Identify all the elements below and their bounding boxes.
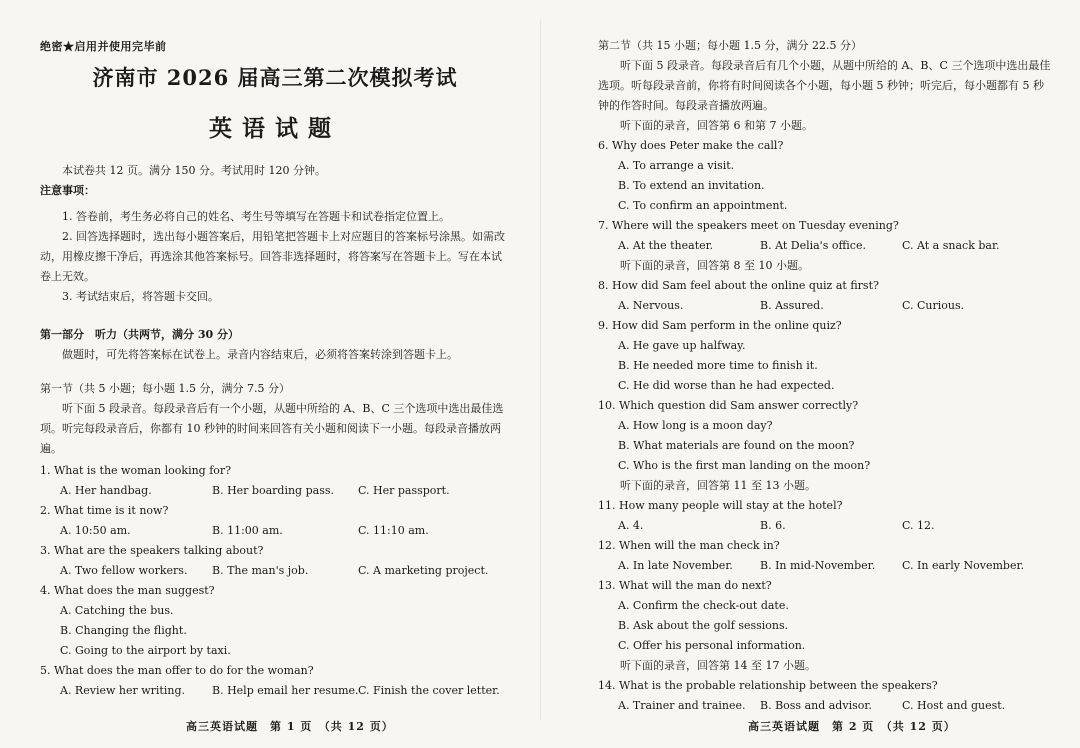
question-4-option-a: A. Catching the bus. bbox=[60, 604, 174, 617]
option-c: C. At a snack bar. bbox=[902, 239, 1000, 252]
question-2: 2. What time is it now? bbox=[40, 504, 169, 517]
exam-intro: 本试卷共 12 页。满分 150 分。考试用时 120 分钟。 bbox=[62, 164, 326, 177]
listening-cue-11-13: 听下面的录音，回答第 11 至 13 小题。 bbox=[620, 479, 816, 492]
option-a: A. At the theater. bbox=[618, 239, 714, 252]
question-14-options bbox=[598, 696, 1054, 716]
question-3-options bbox=[40, 561, 510, 581]
question-1-options bbox=[40, 481, 510, 501]
question-1: 1. What is the woman looking for? bbox=[40, 464, 232, 477]
question-3: 3. What are the speakers talking about? bbox=[40, 544, 264, 557]
question-12: 12. When will the man check in? bbox=[598, 539, 780, 552]
question-6: 6. Why does Peter make the call? bbox=[598, 139, 784, 152]
question-5-options bbox=[40, 681, 510, 701]
listening-cue-6-7: 听下面的录音，回答第 6 和第 7 小题。 bbox=[620, 119, 813, 132]
section1-heading: 第一节（共 5 小题；每小题 1.5 分，满分 7.5 分） bbox=[40, 382, 290, 395]
section2-heading: 第二节（共 15 小题；每小题 1.5 分，满分 22.5 分） bbox=[598, 39, 862, 52]
question-10-option-b: B. What materials are found on the moon? bbox=[618, 439, 855, 452]
option-c: C. Her passport. bbox=[358, 484, 450, 497]
part1-heading: 第一部分 听力（共两节，满分 30 分） bbox=[40, 328, 239, 341]
page-footer: 高三英语试题 第 1 页 （共 12 页） bbox=[186, 720, 394, 733]
option-b: B. At Delia's office. bbox=[760, 239, 866, 252]
question-8: 8. How did Sam feel about the online quiz at first? bbox=[598, 279, 879, 292]
question-10-option-a: A. How long is a moon day? bbox=[618, 419, 773, 432]
option-c: C. Curious. bbox=[902, 299, 965, 312]
question-6-option-a: A. To arrange a visit. bbox=[618, 159, 735, 172]
question-5: 5. What does the man offer to do for the woman? bbox=[40, 664, 314, 677]
option-a: A. Her handbag. bbox=[60, 484, 152, 497]
question-8-options bbox=[598, 296, 1054, 316]
option-b: B. In mid-November. bbox=[760, 559, 876, 572]
option-a: A. Review her writing. bbox=[60, 684, 185, 697]
option-c: C. 11:10 am. bbox=[358, 524, 429, 537]
question-10: 10. Which question did Sam answer correctly? bbox=[598, 399, 859, 412]
question-13: 13. What will the man do next? bbox=[598, 579, 772, 592]
option-c: C. Host and guest. bbox=[902, 699, 1006, 712]
option-c: C. In early November. bbox=[902, 559, 1024, 572]
option-b: B. 11:00 am. bbox=[212, 524, 283, 537]
section2-instructions: 听下面 5 段录音。每段录音后有几个小题，从题中所给的 A、B、C 三个选项中选出最佳选项。听每段录音前，你将有时间阅读各个小题，每小题 5 秒钟；听完后，每小题都有 5 秒钟的作答时间。每段录音播放两遍。 bbox=[598, 59, 1051, 112]
question-4: 4. What does the man suggest? bbox=[40, 584, 215, 597]
option-b: B. The man's job. bbox=[212, 564, 309, 577]
option-a: A. Nervous. bbox=[618, 299, 684, 312]
option-a: A. 4. bbox=[618, 519, 644, 532]
option-b: B. 6. bbox=[760, 519, 786, 532]
exam-page-2 bbox=[540, 0, 1080, 748]
question-13-option-b: B. Ask about the golf sessions. bbox=[618, 619, 789, 632]
notice-item-3: 3. 考试结束后，将答题卡交回。 bbox=[62, 290, 219, 303]
question-9: 9. How did Sam perform in the online quiz? bbox=[598, 319, 842, 332]
option-c: C. Finish the cover letter. bbox=[358, 684, 500, 697]
option-b: B. Help email her resume. bbox=[212, 684, 359, 697]
notice-item-1: 1. 答卷前，考生务必将自己的姓名、考生号等填写在答题卡和试卷指定位置上。 bbox=[62, 210, 450, 223]
question-13-option-c: C. Offer his personal information. bbox=[618, 639, 806, 652]
question-14: 14. What is the probable relationship between the speakers? bbox=[598, 679, 938, 692]
question-6-option-c: C. To confirm an appointment. bbox=[618, 199, 788, 212]
option-a: A. Two fellow workers. bbox=[60, 564, 188, 577]
exam-title: 济南市 2026 届高三第二次模拟考试 bbox=[92, 65, 458, 90]
option-b: B. Boss and advisor. bbox=[760, 699, 872, 712]
exam-subject: 英语试题 bbox=[209, 115, 341, 142]
option-a: A. 10:50 am. bbox=[60, 524, 131, 537]
page-footer: 高三英语试题 第 2 页 （共 12 页） bbox=[748, 720, 956, 733]
question-7: 7. Where will the speakers meet on Tuesday evening? bbox=[598, 219, 899, 232]
question-11-options bbox=[598, 516, 1054, 536]
option-a: A. Trainer and trainee. bbox=[618, 699, 746, 712]
question-10-option-c: C. Who is the first man landing on the moon? bbox=[618, 459, 871, 472]
option-c: C. A marketing project. bbox=[358, 564, 489, 577]
question-7-options bbox=[598, 236, 1054, 256]
question-11: 11. How many people will stay at the hotel? bbox=[598, 499, 843, 512]
question-2-options bbox=[40, 521, 510, 541]
question-6-option-b: B. To extend an invitation. bbox=[618, 179, 765, 192]
question-9-option-a: A. He gave up halfway. bbox=[618, 339, 746, 352]
option-b: B. Assured. bbox=[760, 299, 824, 312]
part1-instructions: 做题时，可先将答案标在试卷上。录音内容结束后，必须将答案转涂到答题卡上。 bbox=[62, 348, 458, 361]
listening-cue-8-10: 听下面的录音，回答第 8 至 10 小题。 bbox=[620, 259, 809, 272]
confidential-mark: 绝密★启用并使用完毕前 bbox=[40, 40, 167, 53]
question-4-option-b: B. Changing the flight. bbox=[60, 624, 187, 637]
option-c: C. 12. bbox=[902, 519, 935, 532]
option-a: A. In late November. bbox=[618, 559, 733, 572]
option-b: B. Her boarding pass. bbox=[212, 484, 334, 497]
notice-heading: 注意事项： bbox=[40, 184, 95, 197]
notice-item-2: 2. 回答选择题时，选出每小题答案后，用铅笔把答题卡上对应题目的答案标号涂黑。如需改动，用橡皮擦干净后，再选涂其他答案标号。回答非选择题时，将答案写在答题卡上。写在本试卷上无效。 bbox=[40, 230, 505, 283]
question-list bbox=[40, 461, 510, 701]
listening-cue-14-17: 听下面的录音，回答第 14 至 17 小题。 bbox=[620, 659, 816, 672]
question-9-option-b: B. He needed more time to finish it. bbox=[618, 359, 818, 372]
question-9-option-c: C. He did worse than he had expected. bbox=[618, 379, 835, 392]
question-4-option-c: C. Going to the airport by taxi. bbox=[60, 644, 231, 657]
question-13-option-a: A. Confirm the check-out date. bbox=[618, 599, 789, 612]
section1-instructions: 听下面 5 段录音。每段录音后有一个小题，从题中所给的 A、B、C 三个选项中选出最佳选项。听完每段录音后，你都有 10 秒钟的时间来回答有关小题和阅读下一小题。每段录音播放两遍。 bbox=[40, 402, 504, 455]
question-12-options bbox=[598, 556, 1054, 576]
